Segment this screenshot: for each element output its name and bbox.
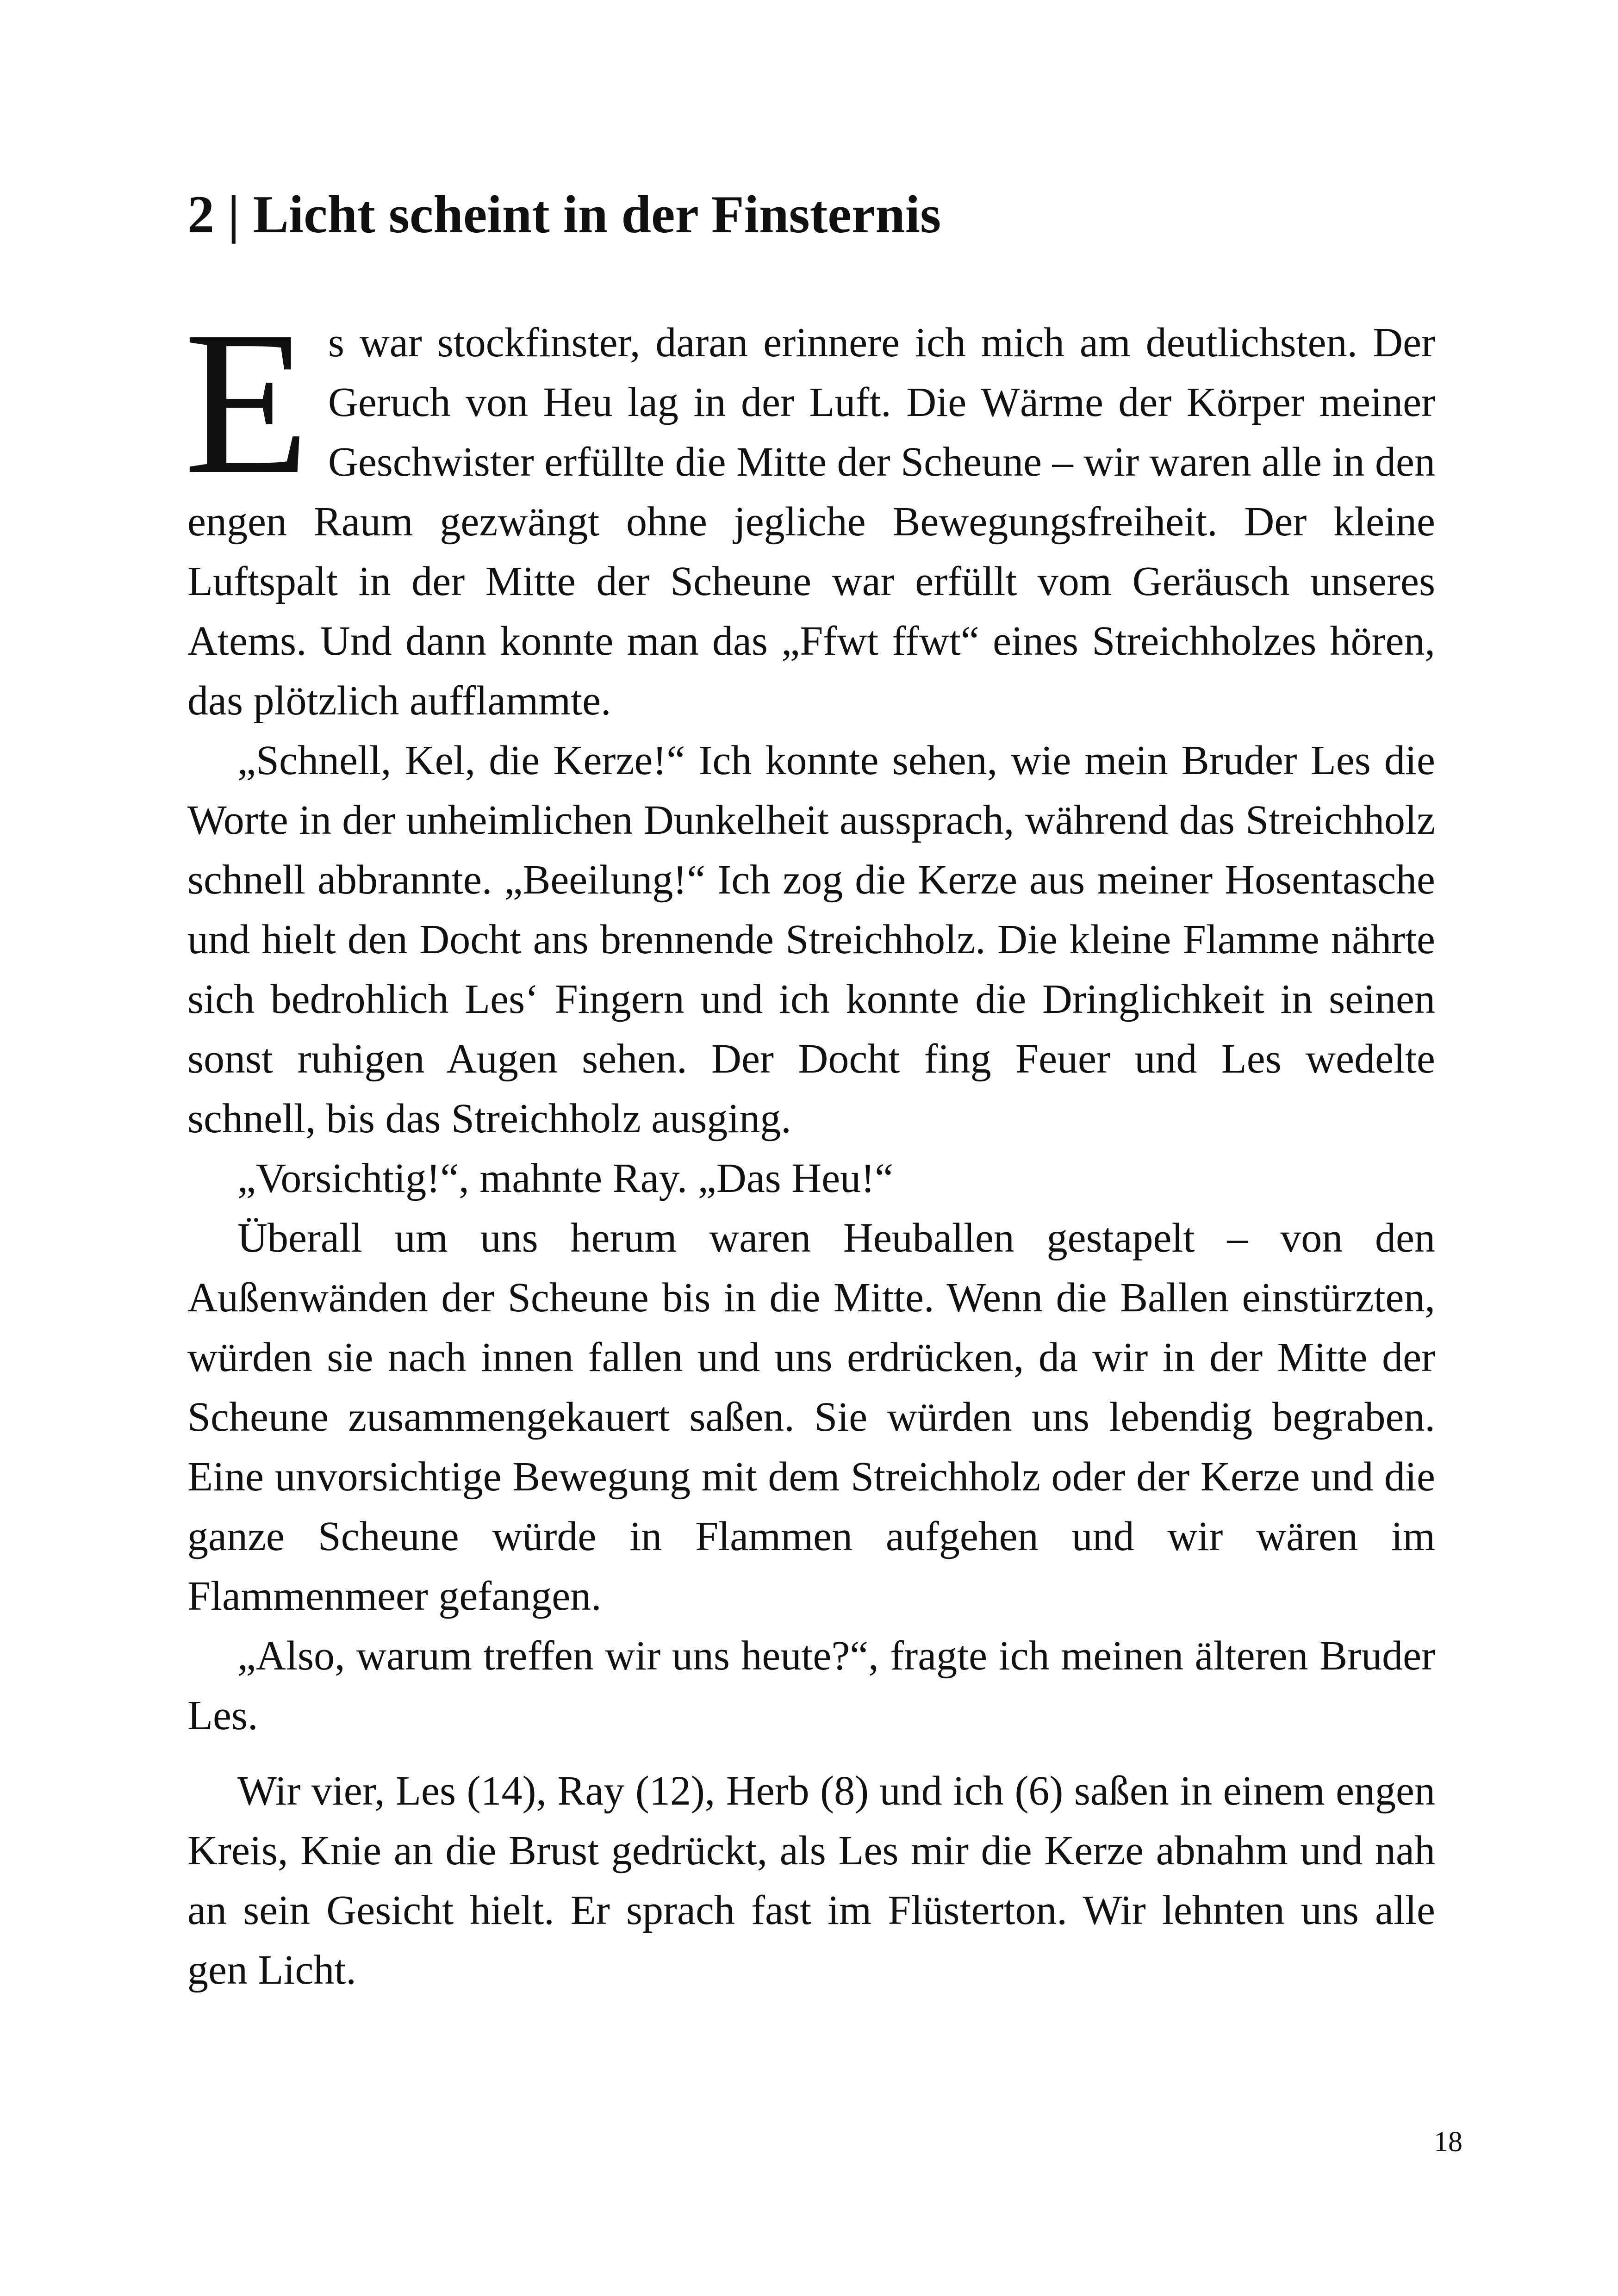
- paragraph-6: [187, 1761, 1435, 2000]
- paragraph-3: [187, 1148, 1435, 1208]
- paragraph-1: [184, 289, 1435, 731]
- chapter-title: 2 | Licht scheint in der Finsternis: [187, 185, 941, 244]
- body-text: [184, 289, 1435, 2000]
- paragraph-1-text: s war stockfinster, daran erinnere ich mich am deutlichsten. Der Geruch von Heu lag in der Luft. Die Wärme der Körper meiner Geschwister erfüllte die Mitte der Scheune – wir waren alle in den engen Raum gezwängt ohne jegliche Bewegungsfreiheit. Der kleine Luftspalt in der Mitte der Scheune war erfüllt vom Geräusch unseres Atems. Und dann konnte man das „Ffwt ffwt“ eines Streichholzes hören, das plötzlich aufflammte.: [187, 320, 1435, 724]
- drop-cap-letter: E: [184, 289, 310, 517]
- paragraph-4: [187, 1208, 1435, 1626]
- paragraph-2: [187, 731, 1435, 1148]
- page-number: 18: [1434, 2126, 1462, 2158]
- paragraph-5: [187, 1626, 1435, 1745]
- paragraph-5-text: „Also, warum treffen wir uns heute?“, fragte ich meinen älteren Bruder Les.: [187, 1633, 1435, 1738]
- paragraph-2-text: „Schnell, Kel, die Kerze!“ Ich konnte sehen, wie mein Bruder Les die Worte in der unheimlichen Dunkelheit aussprach, während das Streichholz schnell abbrannte. „Beeilung!“ Ich zog die Kerze aus meiner Hosentasche und hielt den Docht ans brennende Streichholz. Die kleine Flamme nährte sich bedrohlich Les‘ Fingern und ich konnte die Dringlichkeit in seinen sonst ruhigen Augen sehen. Der Docht fing Feuer und Les wedelte schnell, bis das Streichholz ausging.: [187, 738, 1435, 1142]
- paragraph-3-text: „Vorsichtig!“, mahnte Ray. „Das Heu!“: [237, 1155, 894, 1201]
- paragraph-4-text: Überall um uns herum waren Heuballen gestapelt – von den Außenwänden der Scheune bis in die Mitte. Wenn die Ballen einstürzten, würden sie nach innen fallen und uns erdrücken, da wir in der Mitte der Scheune zusammengekauert saßen. Sie würden uns lebendig begraben. Eine unvorsichtige Bewegung mit dem Streichholz oder der Kerze und die ganze Scheune würde in Flammen aufgehen und wir wären im Flammenmeer gefangen.: [187, 1215, 1435, 1619]
- paragraph-6-text: Wir vier, Les (14), Ray (12), Herb (8) und ich (6) saßen in einem engen Kreis, Knie an die Brust gedrückt, als Les mir die Kerze abnahm und nah an sein Gesicht hielt. Er sprach fast im Flüsterton. Wir lehnten uns alle gen Licht.: [187, 1768, 1435, 1993]
